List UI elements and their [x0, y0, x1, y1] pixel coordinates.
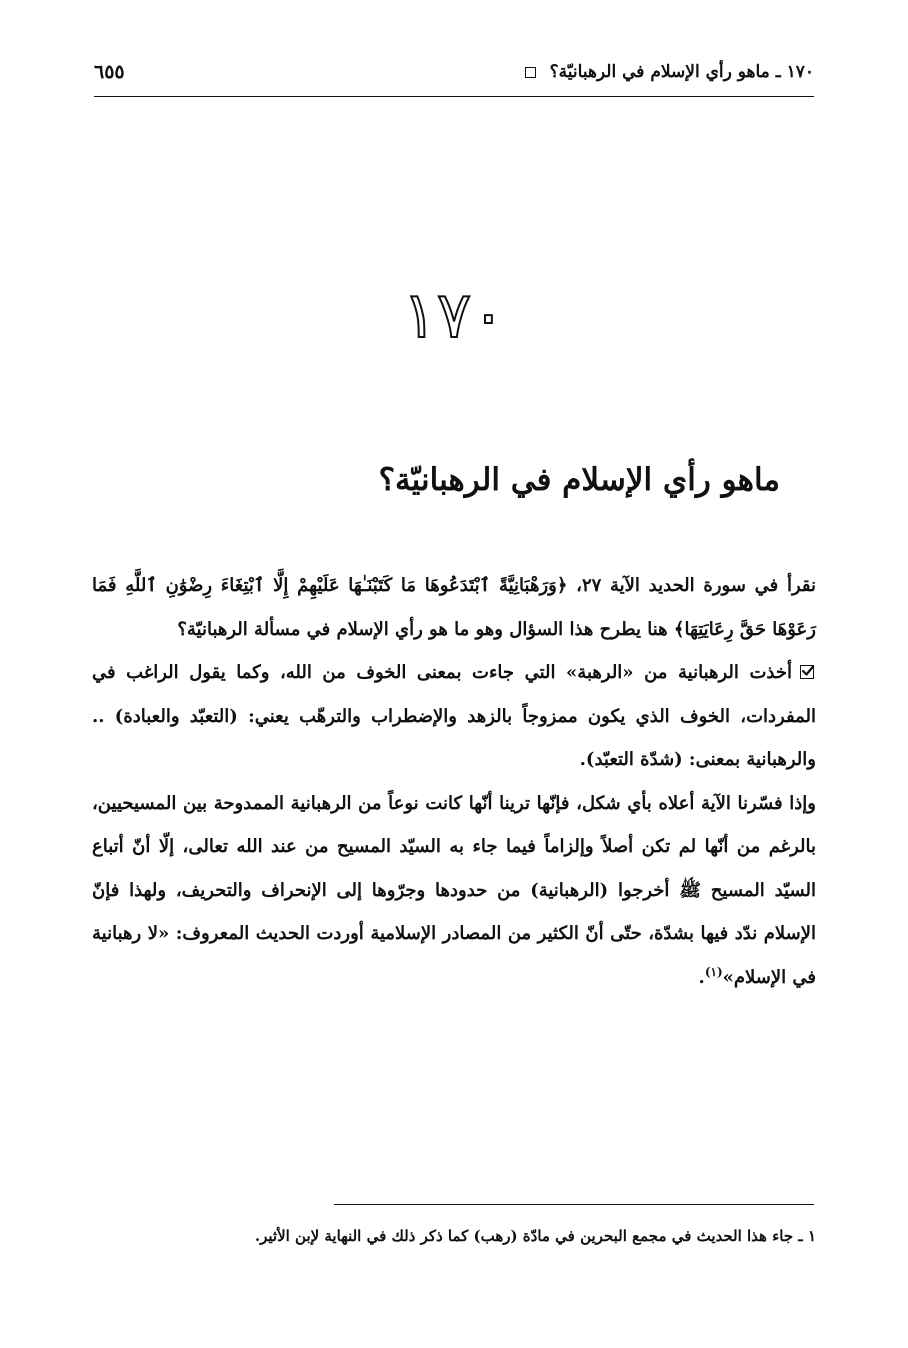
running-header — [94, 52, 814, 92]
chapter-title: ماهو رأي الإسلام في الرهبانيّة؟ — [378, 462, 780, 498]
header-divider — [94, 96, 814, 97]
paragraph-3-end: . — [698, 966, 705, 988]
paragraph-1: نقرأ في سورة الحديد الآية ٢٧، ﴿وَرَهْبَانِيَّةً ٱبْتَدَعُوهَا مَا كَتَبْنَـٰهَا عَلَيْهِمْ إِلَّا ٱبْتِغَاءَ رِضْوَٰنِ ٱللَّهِ فَمَا رَعَوْهَا حَقَّ رِعَايَتِهَا﴾ هنا يطرح هذا السؤال وهو ما هو رأي الإسلام في مسألة الرهبانيّة؟ — [92, 575, 817, 640]
header-title-group — [525, 62, 814, 82]
paragraph-3-text: وإذا فسّرنا الآية أعلاه بأي شكل، فإنّها ترينا أنّها كانت نوعاً من الرهبانية الممدوحة بين المسيحيين، بالرغم من أنّها لم تكن أصلاً وإلزاماً فيما جاء به السيّد المسيح من عند الله تعالى، إلّا أنّ أتباع السيّد المسيح ﷺ أخرجوا (الرهبانية) من حدودها وجرّوها إلى الإنحراف والتحريف، ولهذا فإنّ الإسلام ندّد فيها بشدّة، حتّى أنّ الكثير من المصادر الإسلامية أوردت الحديث المعروف: «لا رهبانية في الإسلام» — [92, 792, 816, 988]
paragraph-2 — [92, 651, 816, 782]
page-number: ٦٥٥ — [94, 61, 125, 83]
footnote-divider — [334, 1204, 814, 1205]
footnote-marker: (١) — [704, 964, 723, 979]
paragraph-2-text: أخذت الرهبانية من «الرهبة» التي جاءت بمعنى الخوف من الله، وكما يقول الراغب في المفردات، الخوف الذي يكون ممزوجاً بالزهد والإضطراب والترهّب يعني: (التعبّد والعبادة) .. والرهبانية بمعنى: (شدّة التعبّد). — [92, 662, 816, 771]
running-header-title: ١٧٠ ـ ماهو رأي الإسلام في الرهبانيّة؟ — [549, 62, 814, 82]
paragraph-3 — [92, 782, 816, 1000]
checked-box-icon — [800, 665, 814, 679]
chapter-number: ١٧٠ — [402, 279, 506, 353]
body-text — [92, 564, 816, 999]
footnote: ١ ـ جاء هذا الحديث في مجمع البحرين في مادّة (رهب) كما ذكر ذلك في النهاية لإبن الأثير. — [254, 1227, 816, 1245]
square-ornament-icon — [525, 67, 536, 78]
